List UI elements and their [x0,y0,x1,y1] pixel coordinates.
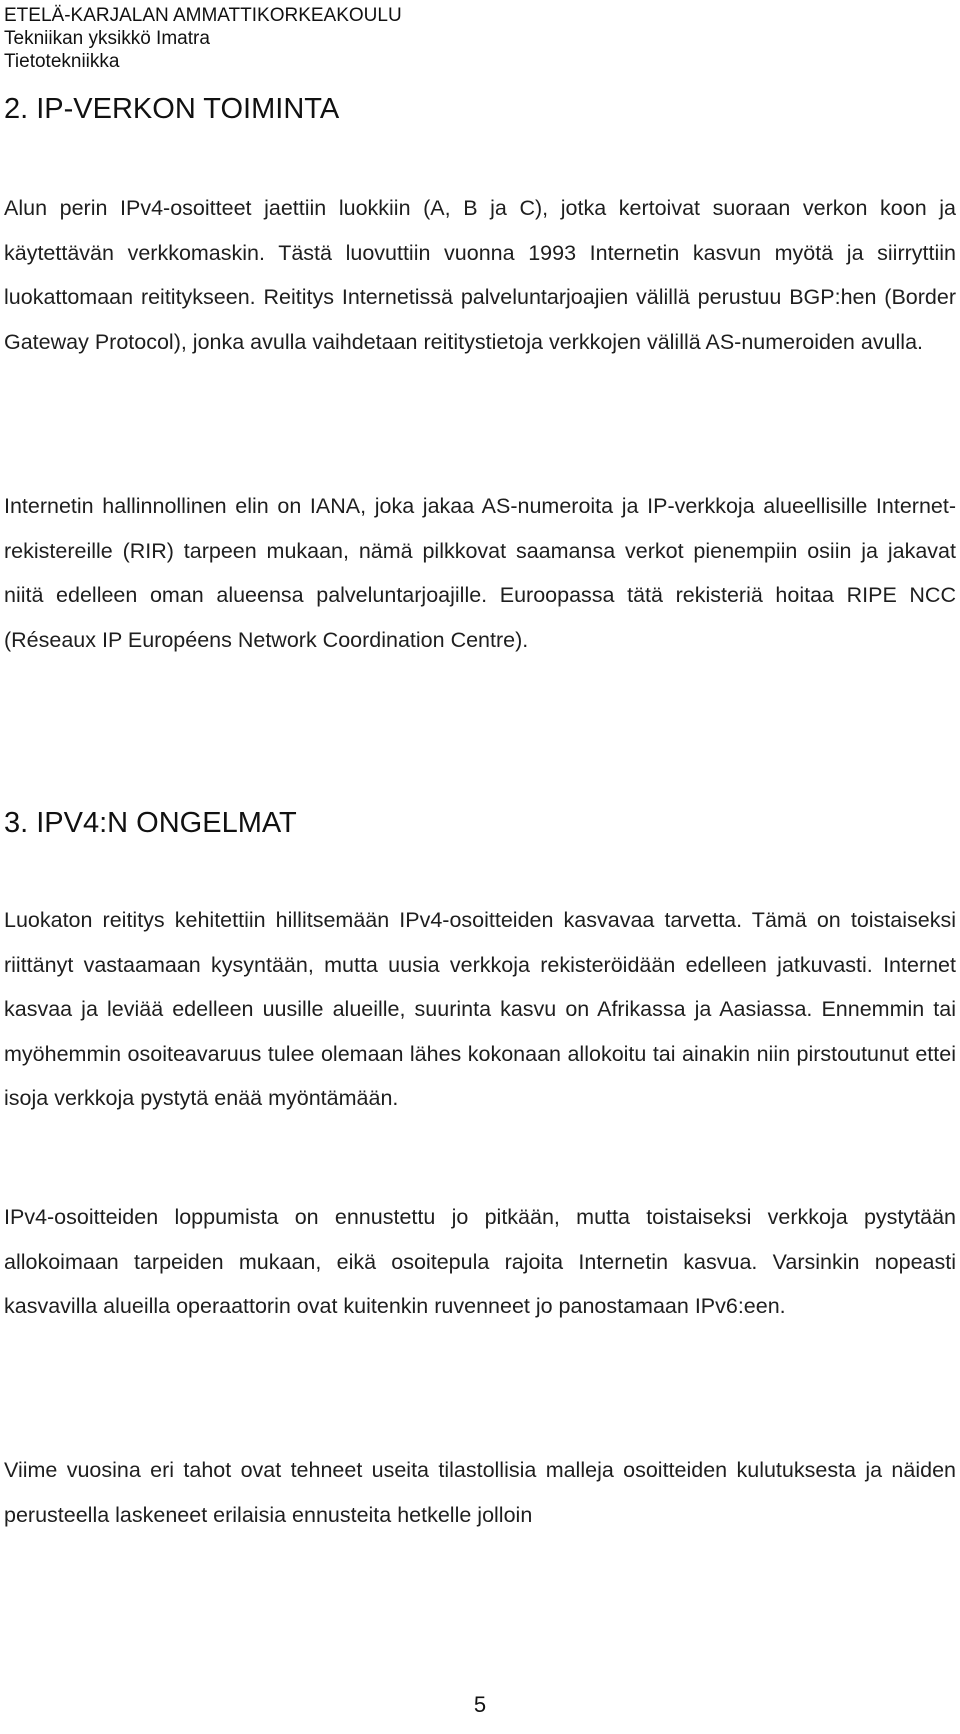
header-institution: ETELÄ-KARJALAN AMMATTIKORKEAKOULU [4,5,402,26]
header-department: Tietotekniikka [4,51,120,72]
section-heading: 2. IP-VERKON TOIMINTA [4,93,340,125]
body-paragraph: Internetin hallinnollinen elin on IANA, joka jakaa AS-numeroita ja IP-verkkoja alueellisille Internet-rekistereille (RIR) tarpeen mukaan, nämä pilkkovat saamansa verkot pienempiin osiin ja jakavat niitä edelleen oman alueensa palveluntarjoajille. Euroopassa tätä rekisteriä hoitaa RIPE NCC (Réseaux IP Européens Network Coordination Centre). [4,494,956,652]
body-paragraph: IPv4-osoitteiden loppumista on ennustettu jo pitkään, mutta toistaiseksi verkkoja pystytään allokoimaan tarpeiden mukaan, eikä osoitepula rajoita Internetin kasvua. Varsinkin nopeasti kasvavilla alueilla operaattorin ovat kuitenkin ruvenneet jo panostamaan IPv6:een. [4,1205,956,1318]
page-number: 5 [473,1692,487,1717]
section-heading: 3. IPV4:N ONGELMAT [4,807,297,839]
document-header [4,4,402,73]
body-paragraph: Luokaton reititys kehitettiin hillitsemään IPv4-osoitteiden kasvavaa tarvetta. Tämä on toistaiseksi riittänyt vastaamaan kysyntään, mutta uusia verkkoja rekisteröidään edelleen jatkuvasti. Internet kasvaa ja leviää edelleen uusille alueille, suurinta kasvu on Afrikassa ja Aasiassa. Ennemmin tai myöhemmin osoiteavaruus tulee olemaan lähes kokonaan allokoitu tai ainakin niin pirstoutunut ettei isoja verkkoja pystytä enää myöntämään. [4,908,956,1110]
header-unit: Tekniikan yksikkö Imatra [4,28,210,49]
body-paragraph: Viime vuosina eri tahot ovat tehneet useita tilastollisia malleja osoitteiden kulutuksesta ja näiden perusteella laskeneet erilaisia ennusteita hetkelle jolloin [4,1458,956,1527]
body-paragraph: Alun perin IPv4-osoitteet jaettiin luokkiin (A, B ja C), jotka kertoivat suoraan verkon koon ja käytettävän verkkomaskin. Tästä luovuttiin vuonna 1993 Internetin kasvun myötä ja siirryttiin luokattomaan reititykseen. Reititys Internetissä palveluntarjoajien välillä perustuu BGP:hen (Border Gateway Protocol), jonka avulla vaihdetaan reititystietoja verkkojen välillä AS-numeroiden avulla. [4,196,956,354]
